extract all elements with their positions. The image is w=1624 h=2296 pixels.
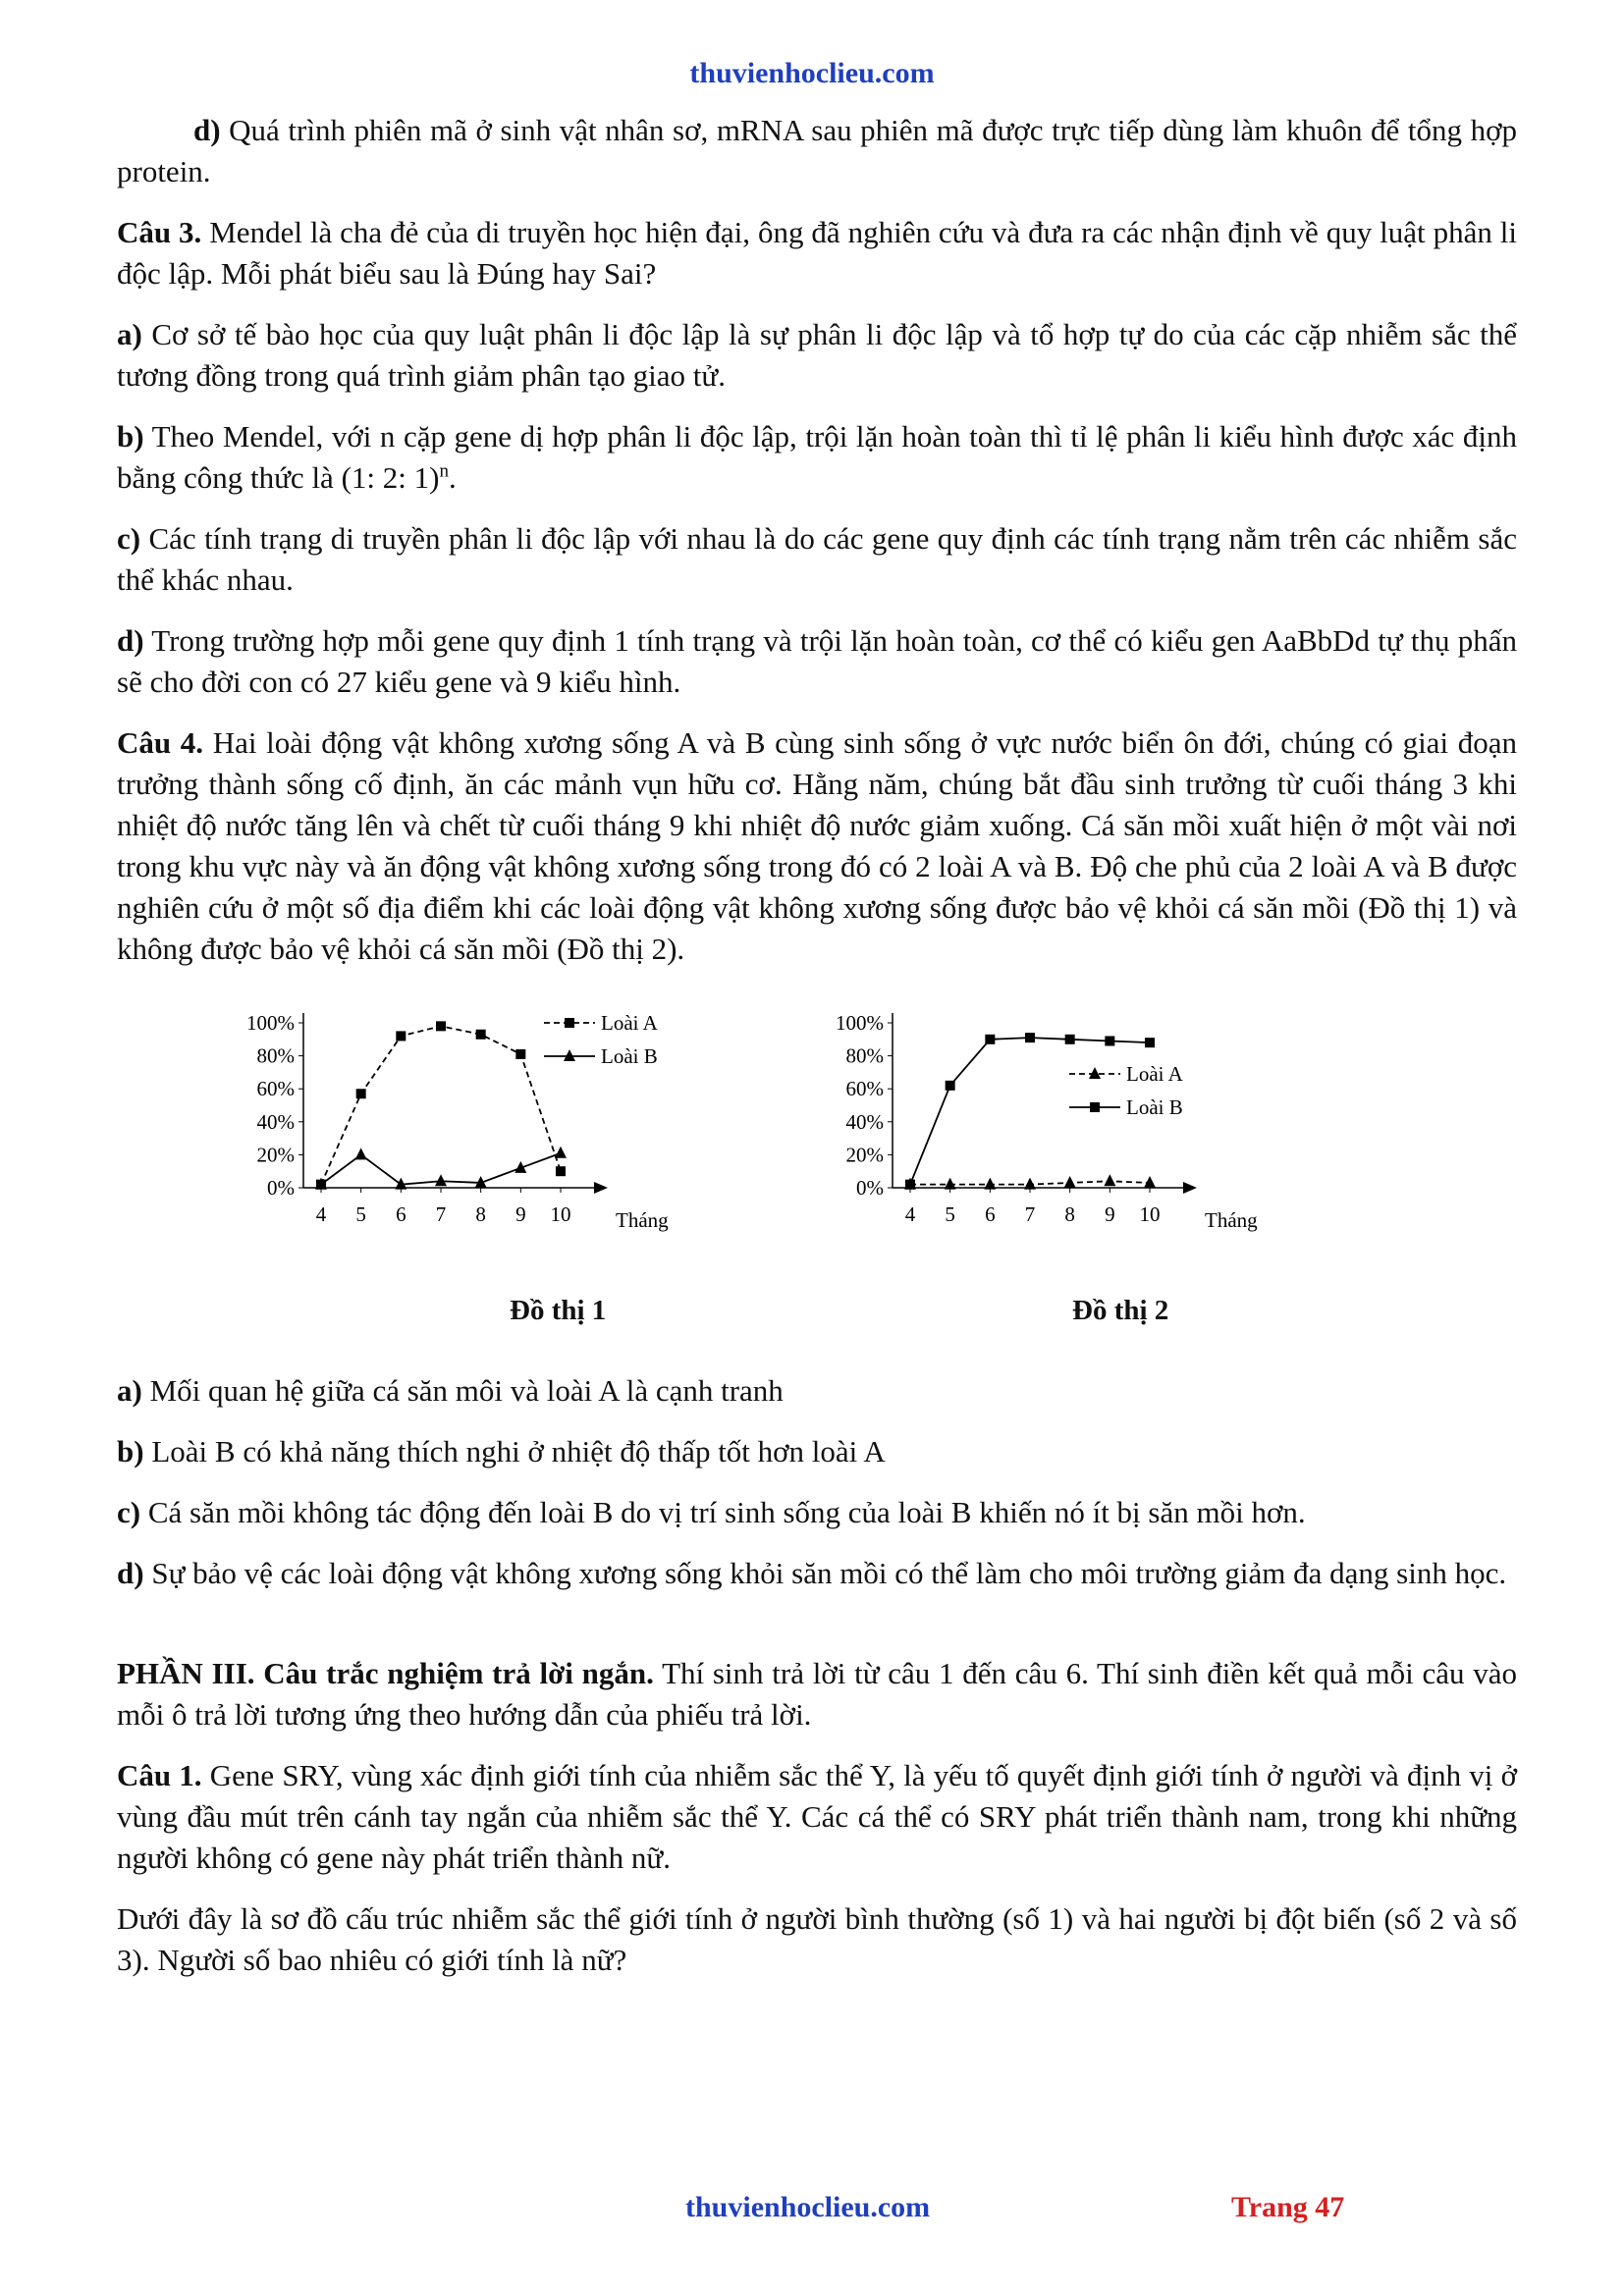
y-tick-label: 100% (246, 1011, 295, 1035)
y-tick-label: 80% (845, 1043, 884, 1068)
charts-row (117, 995, 1517, 1349)
y-tick-label: 20% (845, 1143, 884, 1167)
legend-1-marker (565, 1018, 574, 1028)
y-tick-label: 0% (856, 1176, 884, 1200)
series-1-point (984, 1178, 996, 1190)
series-1-point (1064, 1176, 1076, 1188)
legend-2-label: Loài B (601, 1044, 658, 1068)
document-body (117, 110, 1517, 2001)
series-1-point (1024, 1178, 1036, 1190)
chart-1-caption: Đồ thị 1 (510, 1295, 607, 1326)
x-tick-label: 5 (945, 1202, 955, 1226)
series-1-point (436, 1021, 446, 1031)
q3-statement-a: a) Cơ sở tế bào học của quy luật phân li độc lập là sự phân li độc lập và tổ hợp tự do của các cặp nhiễm sắc thể tương đồng trong quá trình giảm phân tạo giao tử. (117, 317, 1517, 393)
prev-statement-d: d) Quá trình phiên mã ở sinh vật nhân sơ, mRNA sau phiên mã được trực tiếp dùng làm khuôn để tổng hợp protein. (117, 113, 1517, 188)
x-tick-label: 10 (1139, 1202, 1161, 1226)
x-tick-label: 10 (550, 1202, 571, 1226)
question-4: Câu 4. Hai loài động vật không xương sống A và B cùng sinh sống ở vực nước biển ôn đới, chúng có giai đoạn trưởng thành sống cố định, ăn các mảnh vụn hữu cơ. Hằng năm, chúng bắt đầu sinh trưởng từ cuối tháng 3 khi nhiệt độ nước tăng lên và chết từ cuối tháng 9 khi nhiệt độ nước giảm xuống. Cá săn mồi xuất hiện ở một vài nơi trong khu vực này và ăn động vật không xương sống trong đó có 2 loài A và B. Độ che phủ của 2 loài A và B được nghiên cứu ở một số địa điểm khi các loài động vật không xương sống được bảo vệ khỏi cá săn mồi (Đồ thị 1) và không được bảo vệ khỏi cá săn mồi (Đồ thị 2). (117, 725, 1517, 966)
y-tick-label: 60% (256, 1077, 295, 1101)
legend-2-label: Loài B (1126, 1095, 1183, 1119)
series-2-point (985, 1035, 995, 1044)
chart-2-caption: Đồ thị 2 (1072, 1295, 1169, 1326)
x-tick-label: 5 (355, 1202, 366, 1226)
series-2-point (355, 1148, 367, 1159)
legend-1-label: Loài A (601, 1011, 658, 1035)
x-tick-label: 6 (985, 1202, 996, 1226)
x-tick-label: 9 (1105, 1202, 1115, 1226)
y-tick-label: 0% (267, 1176, 295, 1200)
q1-prompt: Dưới đây là sơ đồ cấu trúc nhiễm sắc thể giới tính ở người bình thường (số 1) và hai người bị đột biến (số 2 và số 3). Người số bao nhiêu có giới tính là nữ? (117, 1901, 1517, 1977)
x-tick-label: 8 (1064, 1202, 1075, 1226)
x-tick-label: 7 (435, 1202, 447, 1226)
q3-statement-b: b) Theo Mendel, với n cặp gene dị hợp phân li độc lập, trội lặn hoàn toàn thì tỉ lệ phân li kiểu hình được xác định bằng công thức là (1: 2: 1)$^n$. (117, 419, 1517, 495)
x-tick-label: 6 (396, 1202, 406, 1226)
x-axis-label: Tháng (616, 1208, 669, 1232)
series-2-point (905, 1180, 915, 1190)
series-2-point (1145, 1038, 1155, 1047)
series-2-point (1065, 1035, 1075, 1044)
x-tick-label: 4 (315, 1202, 327, 1226)
x-tick-label: 7 (1024, 1202, 1036, 1226)
question-1: Câu 1. Gene SRY, vùng xác định giới tính của nhiễm sắc thể Y, là yếu tố quyết định giới tính ở người và định vị ở vùng đầu mút trên cánh tay ngắn của nhiễm sắc thể Y. Các cá thể có SRY phát triển thành nam, trong khi những người không có gene này phát triển thành nữ. (117, 1758, 1517, 1875)
x-axis-label: Tháng (1205, 1208, 1258, 1232)
series-1-point (396, 1031, 406, 1041)
series-1-point (476, 1030, 486, 1040)
q3-statement-d: d) Trong trường hợp mỗi gene quy định 1 tính trạng và trội lặn hoàn toàn, cơ thể có kiểu gen AaBbDd tự thụ phấn sẽ cho đời con có 27 kiểu gene và 9 kiểu hình. (117, 623, 1517, 699)
footer-page: Trang 47 (1231, 2191, 1345, 2223)
y-tick-label: 40% (845, 1109, 884, 1134)
series-2-point (435, 1174, 447, 1186)
y-tick-label: 20% (256, 1143, 295, 1167)
series-2-point (946, 1081, 955, 1091)
x-tick-label: 4 (904, 1202, 916, 1226)
series-1-point (1104, 1174, 1115, 1186)
series-2-line (910, 1038, 1150, 1185)
header-site: thuvienhoclieu.com (689, 57, 935, 89)
chart-1-svg (225, 995, 735, 1260)
x-tick-label: 9 (515, 1202, 526, 1226)
y-tick-label: 60% (845, 1077, 884, 1101)
legend-2-marker (564, 1049, 575, 1061)
series-1-point (515, 1049, 525, 1059)
section-3-heading: PHẦN III. Câu trắc nghiệm trả lời ngắn. Thí sinh trả lời từ câu 1 đến câu 6. Thí sinh điền kết quả mỗi câu vào mỗi ô trả lời tương ứng theo hướng dẫn của phiếu trả lời. (117, 1656, 1517, 1732)
series-1-point (556, 1166, 566, 1176)
y-tick-label: 100% (836, 1011, 884, 1035)
x-tick-label: 8 (475, 1202, 486, 1226)
chart-2-svg (814, 995, 1325, 1260)
y-tick-label: 80% (256, 1043, 295, 1068)
legend-2-marker (1090, 1102, 1100, 1112)
series-2-point (555, 1147, 567, 1158)
q4-statement-d: d) Sự bảo vệ các loài động vật không xương sống khỏi săn mồi có thể làm cho môi trường giảm đa dạng sinh học. (117, 1556, 1507, 1590)
series-1-point (356, 1089, 366, 1098)
q4-statement-a: a) Mối quan hệ giữa cá săn môi và loài A là cạnh tranh (117, 1373, 784, 1408)
q4-statement-c: c) Cá săn mồi không tác động đến loài B do vị trí sinh sống của loài B khiến nó ít bị săn mồi hơn. (117, 1495, 1306, 1529)
q3-statement-c: c) Các tính trạng di truyền phân li độc lập với nhau là do các gene quy định các tính trạng nằm trên các nhiễm sắc thể khác nhau. (117, 521, 1517, 597)
series-1-point (1144, 1176, 1156, 1188)
series-2-point (1105, 1036, 1114, 1045)
series-2-point (1025, 1033, 1035, 1042)
y-tick-label: 40% (256, 1109, 295, 1134)
chart-2 (814, 995, 1325, 1271)
footer-site: thuvienhoclieu.com (685, 2191, 931, 2223)
question-3: Câu 3. Mendel là cha đẻ của di truyền học hiện đại, ông đã nghiên cứu và đưa ra các nhận định về quy luật phân li độc lập. Mỗi phát biểu sau là Đúng hay Sai? (117, 215, 1517, 291)
legend-1-marker (1089, 1067, 1101, 1079)
chart-1 (225, 995, 735, 1271)
x-axis-arrow (594, 1182, 608, 1194)
series-1-point (945, 1178, 956, 1190)
legend-1-label: Loài A (1126, 1062, 1183, 1086)
q4-statement-b: b) Loài B có khả năng thích nghi ở nhiệt độ thấp tốt hơn loài A (117, 1434, 886, 1468)
x-axis-arrow (1183, 1182, 1197, 1194)
